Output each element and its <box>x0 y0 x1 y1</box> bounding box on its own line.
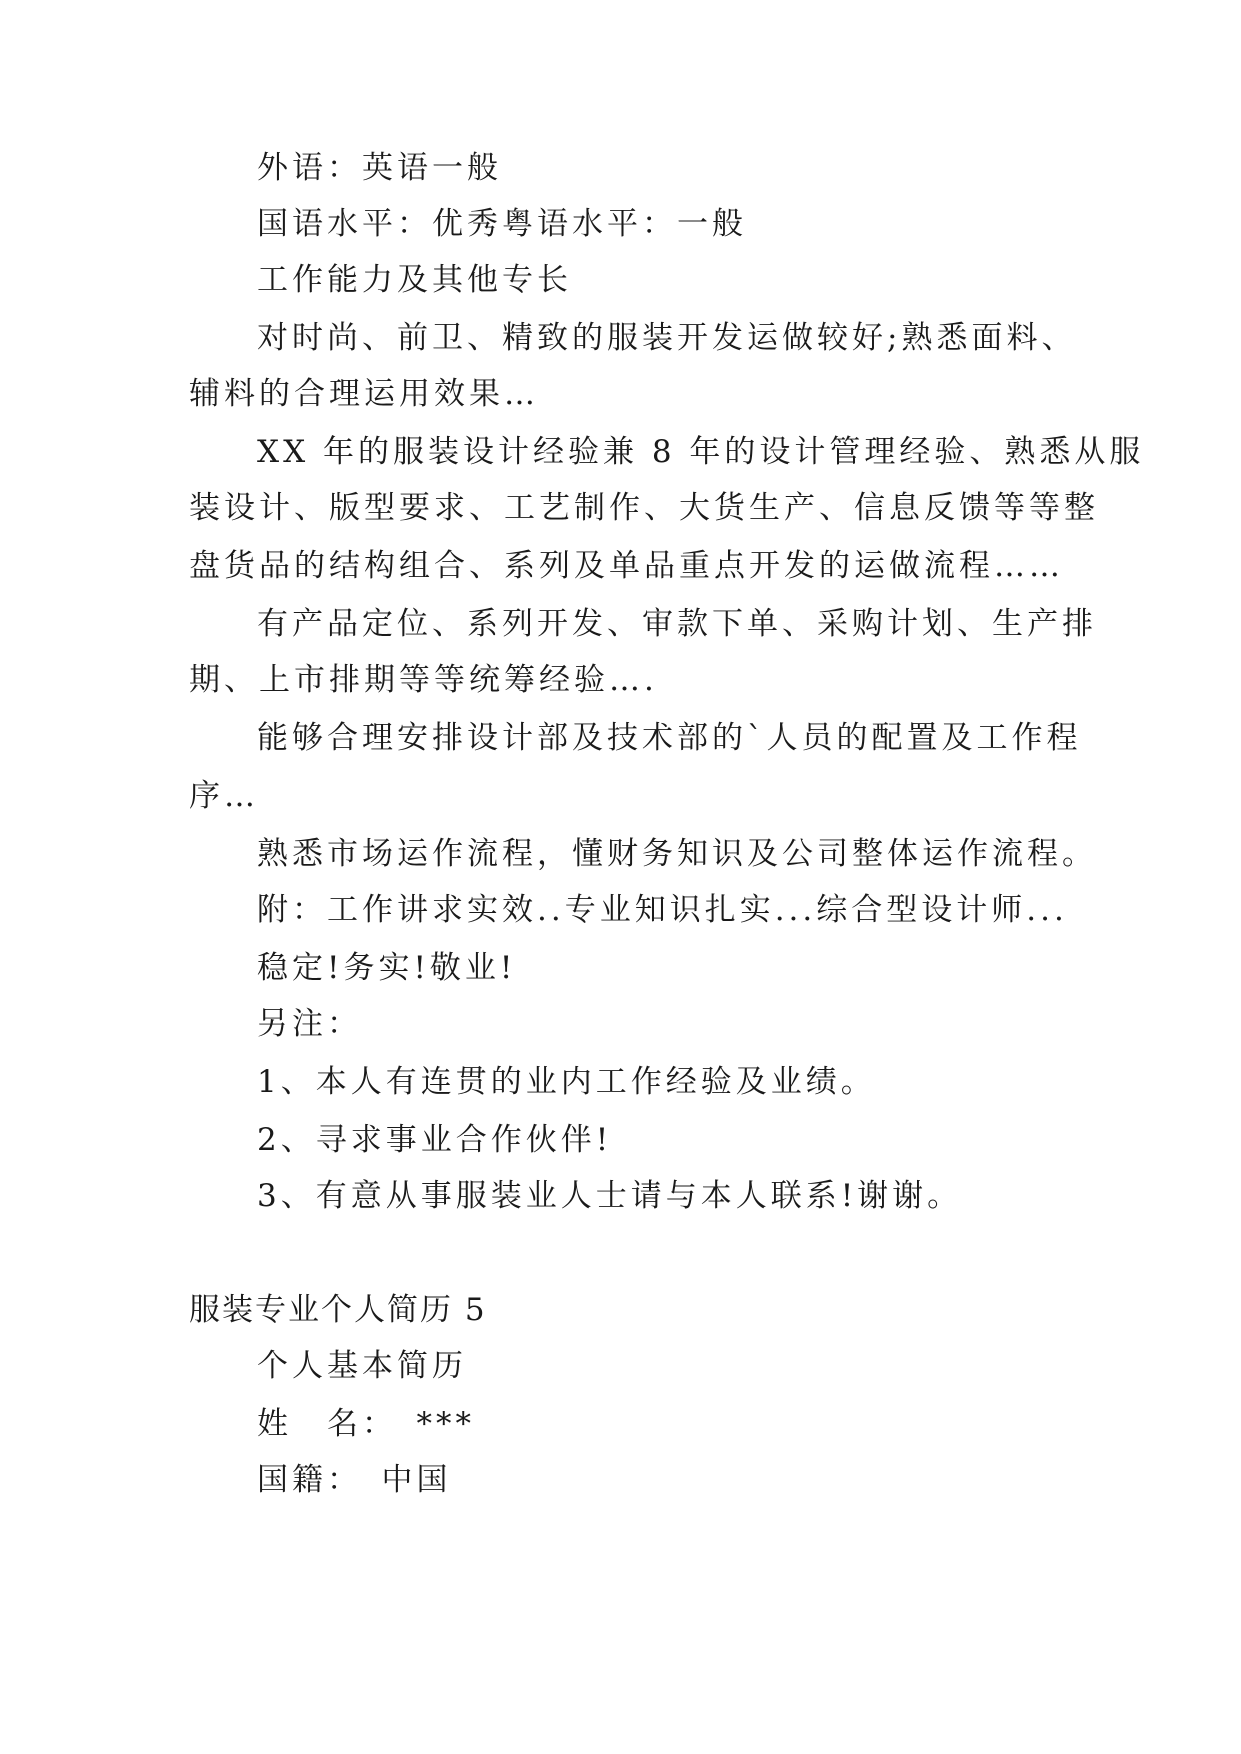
text-line-paragraph: 熟悉市场运作流程，懂财务知识及公司整体运作流程。 <box>257 836 1097 872</box>
list-item: 3、有意从事服装业人士请与本人联系!谢谢。 <box>257 1178 963 1214</box>
text-line-language-level: 国语水平：优秀粤语水平：一般 <box>257 206 747 242</box>
text-line-remark-heading: 另注： <box>257 1006 362 1042</box>
text-line-paragraph: 装设计、版型要求、工艺制作、大货生产、信息反馈等等整 <box>189 490 1099 526</box>
list-item: 2、寻求事业合作伙伴! <box>257 1122 613 1158</box>
text-line-paragraph: 序… <box>189 778 259 814</box>
text-line-paragraph: 盘货品的结构组合、系列及单品重点开发的运做流程…… <box>189 548 1064 584</box>
text-line-skills-heading: 工作能力及其他专长 <box>257 262 572 298</box>
text-line-paragraph: 辅料的合理运用效果… <box>189 376 539 412</box>
field-nationality: 国籍： 中国 <box>257 1462 452 1498</box>
text-line-paragraph: 期、上市排期等等统筹经验…. <box>189 662 658 698</box>
subsection-title: 个人基本简历 <box>257 1348 467 1384</box>
text-line-note: 稳定!务实!敬业! <box>257 950 517 986</box>
text-line-paragraph: 有产品定位、系列开发、审款下单、采购计划、生产排 <box>257 606 1097 642</box>
text-line-paragraph: XX 年的服装设计经验兼 8 年的设计管理经验、熟悉从服 <box>257 434 1145 470</box>
text-line-note: 附：工作讲求实效..专业知识扎实...综合型设计师... <box>257 892 1068 928</box>
section-title: 服装专业个人简历 5 <box>189 1292 487 1328</box>
text-line-foreign-language: 外语：英语一般 <box>257 150 502 186</box>
text-line-paragraph: 对时尚、前卫、精致的服装开发运做较好;熟悉面料、 <box>257 320 1077 356</box>
list-item: 1、本人有连贯的业内工作经验及业绩。 <box>257 1064 876 1100</box>
field-name: 姓 名： *** <box>257 1406 475 1442</box>
text-line-paragraph: 能够合理安排设计部及技术部的`人员的配置及工作程 <box>257 720 1082 756</box>
